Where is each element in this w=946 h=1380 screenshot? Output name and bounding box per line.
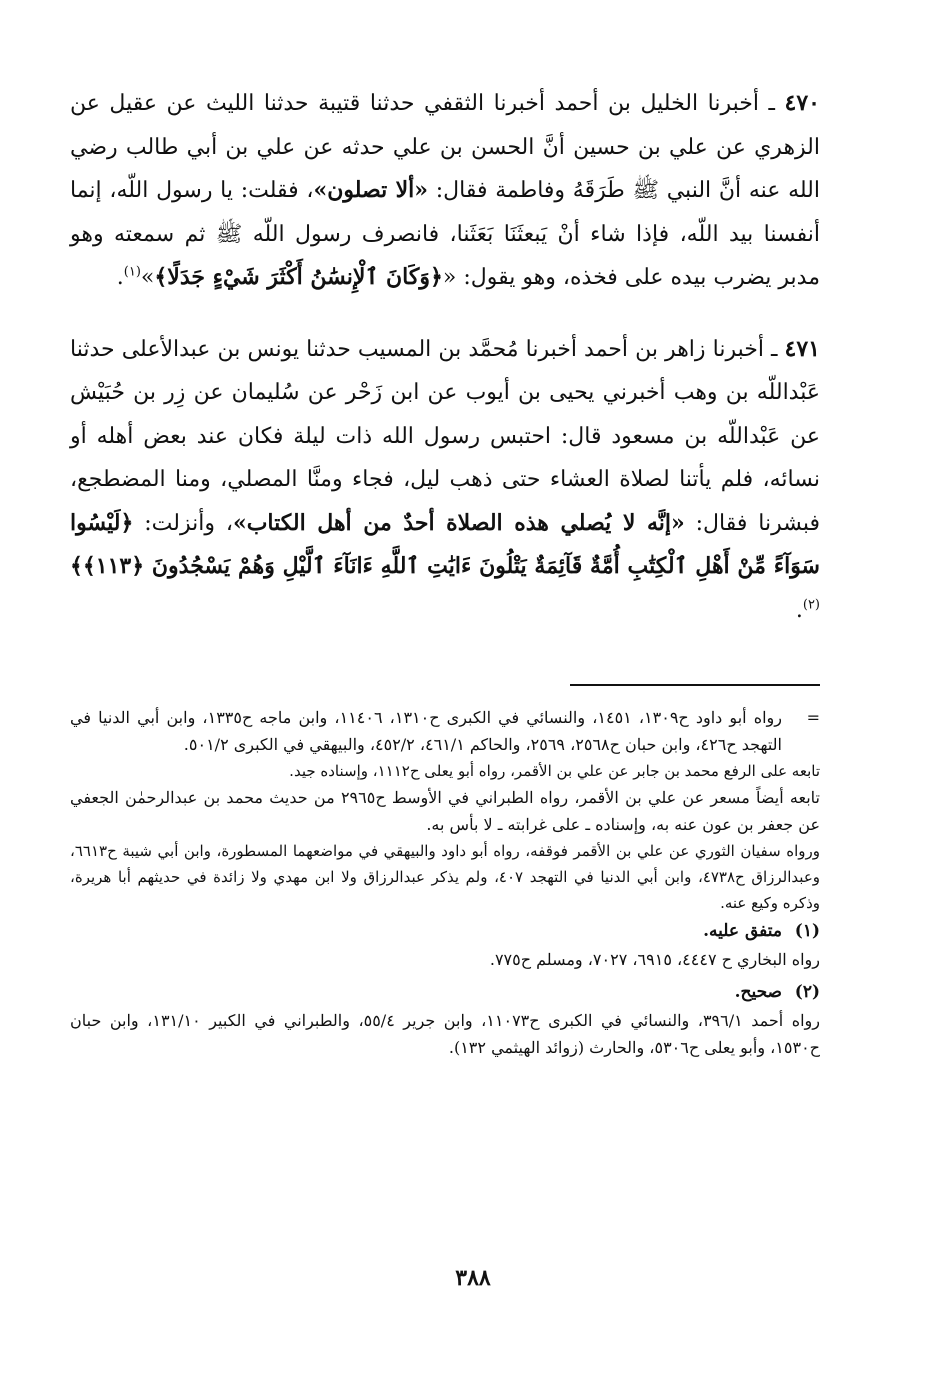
hadith-text: ـ أخبرنا الخليل بن أحمد أخبرنا الثقفي حدثنا قتيبة حدثنا الليث عن عقيل عن الزهري عن علي بن حسين أنَّ الحسن بن علي حدثه عن علي بن أبي طالب رضي الله عنه أنَّ النبي ﷺ طَرَقَهُ وفاطمة فقال: <box>70 91 821 203</box>
footnote-ref-1[interactable]: (١) <box>123 264 141 280</box>
footnote-2-marker: (٢) <box>794 982 820 1002</box>
footnote-1-header <box>70 916 820 946</box>
quran-verse: ﴿لَيْسُوا سَوَآءً مِّنْ أَهْلِ ٱلْكِتَٰبِ أُمَّةٌ قَآئِمَةٌ يَتْلُونَ ءَايَٰتِ ٱللَّهِ ءَانَآءَ ٱلَّيْلِ وَهُمْ يَسْجُدُونَ ﴿١١٣﴾﴾ <box>70 509 820 579</box>
footnote-separator <box>570 684 820 686</box>
footnote-continuation <box>70 704 820 758</box>
hadith-470 <box>70 82 820 300</box>
prophet-saying: «إنَّه لا يُصلي هذه الصلاة أحدٌ من أهل الكتاب» <box>232 509 685 536</box>
hadith-text: . <box>795 597 803 623</box>
footnote-text: رواه أبو داود ح١٣٠٩، ١٤٥١، والنسائي في الكبرى ح١٣١٠، ١١٤٠٦، وابن ماجه ح١٣٣٥، وابن أبي الدنيا في التهجد ح٤٢٦، وابن حبان ح٢٥٦٨، ٢٥٦٩، والحاكم ٤٦١/١، ٤٥٢/٢، والبيهقي في الكبرى ٥٠١/٢. <box>70 708 783 754</box>
hadith-text: ، وأنزلت: <box>133 510 233 536</box>
continuation-marker: = <box>806 708 820 727</box>
footnote-ref-2[interactable]: (٢) <box>802 597 820 613</box>
hadith-471 <box>70 328 820 633</box>
hadith-text: . <box>116 265 124 290</box>
page-number: ٣٨٨ <box>455 1265 491 1291</box>
footnote-paragraph: تابعه أيضاً مسعر عن علي بن الأقمر، رواه الطبراني في الأوسط ح٢٩٦٥ من حديث محمد بن عبدالرحمٰن الجعفي عن جعفر بن عون عنه به، وإسناده ـ على غرابته ـ لا بأس به. <box>70 788 821 834</box>
main-text <box>70 82 820 632</box>
hadith-text: ـ أخبرنا زاهر بن أحمد أخبرنا مُحمَّد بن المسيب حدثنا يونس بن عبدالأعلى حدثنا عَبْداللّه بن وهب أخبرني يحيى بن أيوب عن ابن زَحْر عن سُليمان عن زِر بن حُبَيْش عن عَبْداللّه بن مسعود قال: احتبس رسول الله ذات ليلة فكان عند بعض أهله أو نسائه، فلم يأتنا لصلاة العشاء حتى ذهب ليل، فجاء ومنَّا المصلي، ومنا المضطجع، فبشرنا فقال: <box>70 336 820 536</box>
footnote-paragraph: ورواه سفيان الثوري عن علي بن الأقمر فوقفه، رواه أبو داود والبيهقي في مواضعهما المسطورة، وابن أبي شيبة ح٦٦١٣، وعبدالرزاق ح٤٧٣٨، وابن أبي الدنيا في التهجد ٤٠٧، ولم يذكر عبدالرزاق ولا ابن مهدي ولا زائدة في حديثهم أبا هريرة، وذكره وكيع عنه. <box>70 842 821 912</box>
hadith-text: ، فقلت: يا رسول اللّه، إنما أنفسنا بيد اللّه، فإذا شاء أنْ يَبعثَنَا بَعَثَنا، فانصرف رسول اللّه ﷺ ثم سمعته وهو مدبر يضرب بيده على فخذه، وهو يقول: « <box>70 178 820 290</box>
prophet-saying: «ألا تصلون» <box>313 177 429 203</box>
hadith-text: » <box>140 265 155 290</box>
hadith-number: ٤٧٠ <box>784 90 820 116</box>
footnote-2-grade: صحيح. <box>734 982 782 1002</box>
footnote-2-header <box>70 977 820 1007</box>
footnote-paragraph: تابعه على الرفع محمد بن جابر عن علي بن الأقمر، رواه أبو يعلى ح١١١٢، وإسناده جيد. <box>289 762 820 780</box>
hadith-number: ٤٧١ <box>784 335 820 362</box>
footnote-2-text: رواه أحمد ٣٩٦/١، والنسائي في الكبرى ح١١٠٧٣، وابن جرير ٥٥/٤، والطبراني في الكبير ١٣١/١٠، وابن حبان ح١٥٣٠، وأبو يعلى ح٥٣٠٦، والحارث (زوائد الهيثمي ١٣٢). <box>70 1011 821 1057</box>
quran-verse: ﴿وَكَانَ ٱلْإِنسَٰنُ أَكْثَرَ شَيْءٍ جَدَلًا﴾ <box>154 264 443 290</box>
footnote-1-marker: (١) <box>794 921 820 941</box>
footnote-1-text: رواه البخاري ح ٤٤٤٧، ٦٩١٥، ٧٠٢٧، ومسلم ح٧٧٥. <box>489 950 820 969</box>
footnote-1-grade: متفق عليه. <box>703 921 782 941</box>
footnotes <box>70 704 820 1061</box>
